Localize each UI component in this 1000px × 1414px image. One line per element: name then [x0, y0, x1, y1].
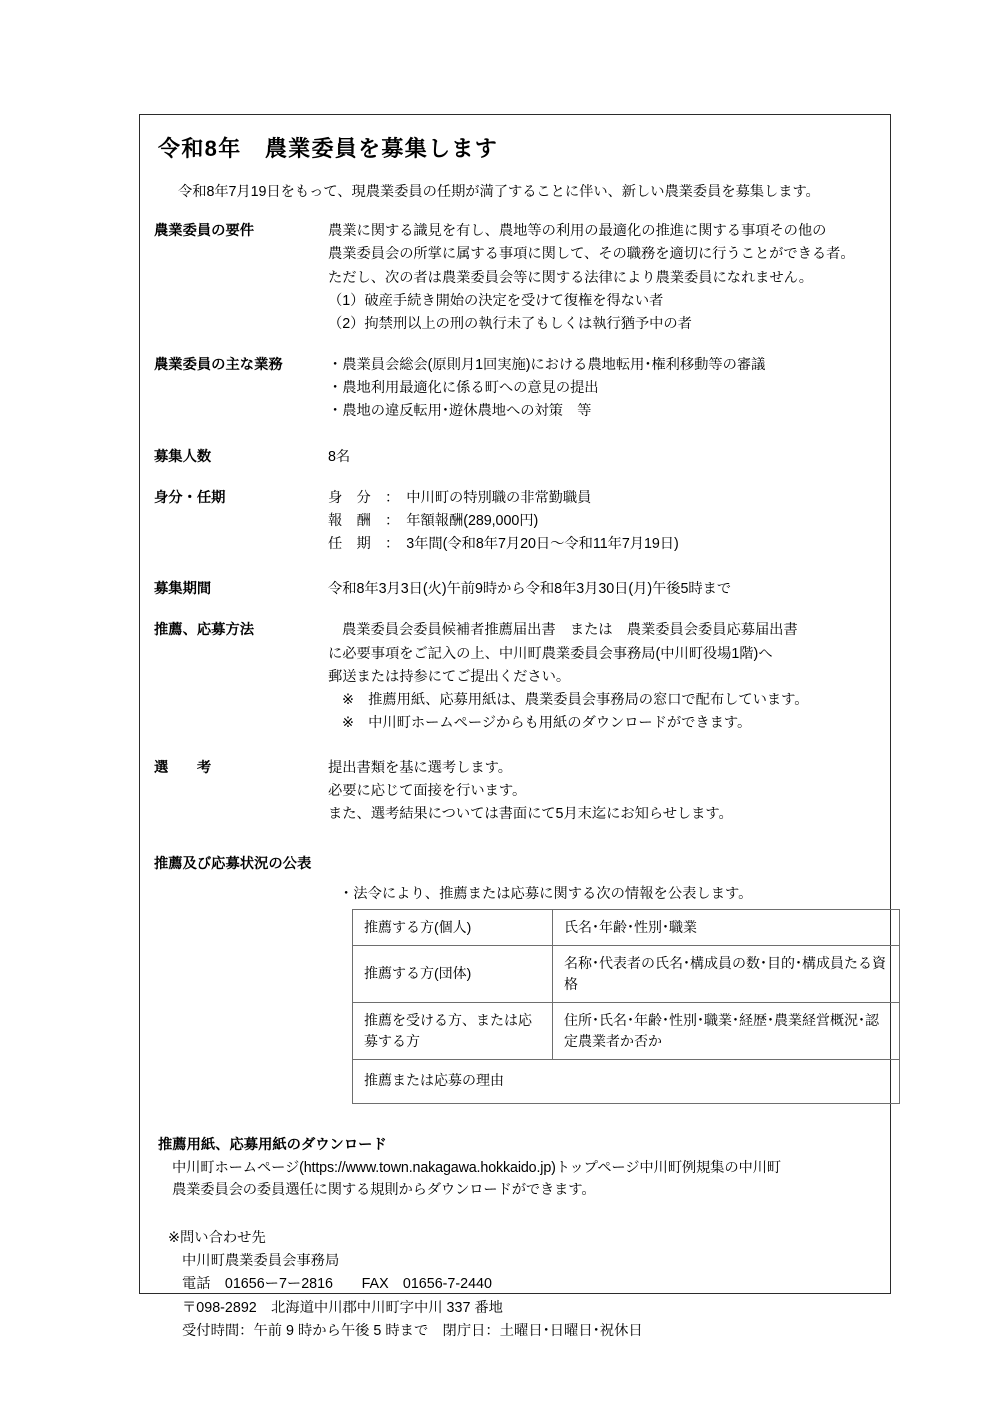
section-label: 募集人数: [154, 448, 212, 465]
section-how-to-apply: [154, 619, 880, 735]
section-line: 身 分 ： 中川町の特別職の非常勤職員: [328, 489, 592, 506]
page-title: 令和8年 農業委員を募集します: [158, 136, 499, 161]
section-status-and-term: [154, 487, 880, 556]
section-requirements: [154, 220, 880, 336]
section-line: ※ 中川町ホームページからも用紙のダウンロードができます。: [342, 714, 752, 731]
download-line: 中川町ホームページ(https://www.town.nakagawa.hokkaido.jp)トップページ中川町例規集の中川町: [172, 1159, 781, 1176]
section-label: 農業委員の主な業務: [154, 357, 283, 374]
contact-hours: 受付時間：午前 9 時から午後 5 時まで 閉庁日：土曜日･日曜日･祝休日: [182, 1322, 643, 1339]
section-line: ・農地利用最適化に係る町への意見の提出: [328, 380, 599, 397]
section-line: （1）破産手続き開始の決定を受けて復権を得ない者: [328, 292, 664, 309]
disclosure-heading: 推薦及び応募状況の公表: [154, 855, 312, 872]
disclosure-note: ・法令により、推薦または応募に関する次の情報を公表します。: [339, 885, 753, 902]
section-duties: [154, 354, 880, 423]
section-label: 募集期間: [154, 581, 212, 598]
section-content: [328, 354, 880, 423]
section-label: 身分・任期: [154, 489, 226, 506]
section-content: [328, 578, 880, 601]
contact-office: 中川町農業委員会事務局: [182, 1253, 340, 1270]
section-line: 提出書類を基に選考します。: [328, 760, 512, 777]
section-line: 農業委員会委員候補者推薦届出書 または 農業委員会委員応募届出書: [342, 622, 798, 639]
section-line: 郵送または持参にてご提出ください。: [328, 668, 571, 685]
section-label: 推薦、応募方法: [154, 622, 255, 639]
section-line: 農業委員会の所掌に属する事項に関して、その職務を適切に行うことができる者。: [328, 246, 855, 263]
table-cell-key: 推薦する方(個人): [353, 909, 553, 945]
section-selection: [154, 757, 880, 826]
section-line: ただし、次の者は農業委員会等に関する法律により農業委員になれません。: [328, 269, 814, 286]
section-content: [328, 619, 880, 735]
contact-phone-fax: 電話 01656ー7ー2816 FAX 01656-7-2440: [182, 1276, 492, 1293]
intro-paragraph: 令和8年7月19日をもって、現農業委員の任期が満了することに伴い、新しい農業委員を募集します。: [178, 183, 820, 200]
contact-block: [168, 1227, 880, 1343]
section-line: 8名: [328, 448, 351, 465]
section-application-period: [154, 578, 880, 601]
table-row: [353, 1002, 900, 1059]
document-body: [140, 115, 890, 1339]
section-content: [328, 487, 880, 556]
download-line: 農業委員会の委員選任に関する規則からダウンロードができます。: [172, 1181, 596, 1198]
section-line: 令和8年3月3日(火)午前9時から令和8年3月30日(月)午後5時まで: [328, 581, 732, 598]
section-line: ・農地の違反転用･遊休農地への対策 等: [328, 403, 592, 420]
table-row: [353, 945, 900, 1002]
section-line: また、選考結果については書面にて5月末迄にお知らせします。: [328, 806, 733, 823]
section-number-of-positions: [154, 446, 880, 469]
table-cell-value: 住所･氏名･年齢･性別･職業･経歴･農業経営概況･認定農業者か否か: [553, 1002, 900, 1059]
contact-address: 〒098-2892 北海道中川郡中川町字中川 337 番地: [182, 1299, 503, 1316]
section-line: 報 酬 ： 年額報酬(289,000円): [328, 512, 539, 529]
download-heading: 推薦用紙、応募用紙のダウンロード: [158, 1136, 387, 1153]
download-body: [172, 1157, 880, 1201]
section-line: 必要に応じて面接を行います。: [328, 783, 527, 800]
section-content: [328, 446, 880, 469]
section-line: 任 期 ： 3年間(令和8年7月20日〜令和11年7月19日): [328, 536, 679, 553]
table-cell-full: 推薦または応募の理由: [353, 1059, 900, 1103]
section-line: （2）拘禁刑以上の刑の執行未了もしくは執行猶予中の者: [328, 315, 692, 332]
table-row: [353, 1059, 900, 1103]
table-cell-key: 推薦する方(団体): [353, 945, 553, 1002]
section-line: に必要事項をご記入の上、中川町農業委員会事務局(中川町役場1階)へ: [328, 645, 773, 662]
table-row: [353, 909, 900, 945]
section-content: [328, 757, 880, 826]
section-label: 農業委員の要件: [154, 223, 255, 240]
disclosure-table: [352, 909, 900, 1104]
table-cell-value: 名称･代表者の氏名･構成員の数･目的･構成員たる資格: [553, 945, 900, 1002]
section-content: [328, 220, 880, 336]
section-line: ・農業員会総会(原則月1回実施)における農地転用･権利移動等の審議: [328, 357, 766, 374]
section-line: 農業に関する識見を有し、農地等の利用の最適化の推進に関する事項その他の: [328, 223, 827, 240]
section-line: ※ 推薦用紙、応募用紙は、農業委員会事務局の窓口で配布しています。: [342, 691, 809, 708]
section-label: 選 考: [154, 760, 212, 777]
contact-heading: ※問い合わせ先: [168, 1230, 266, 1247]
document-page-frame: [139, 114, 891, 1339]
table-cell-key: 推薦を受ける方、または応募する方: [353, 1002, 553, 1059]
table-cell-value: 氏名･年齢･性別･職業: [553, 909, 900, 945]
